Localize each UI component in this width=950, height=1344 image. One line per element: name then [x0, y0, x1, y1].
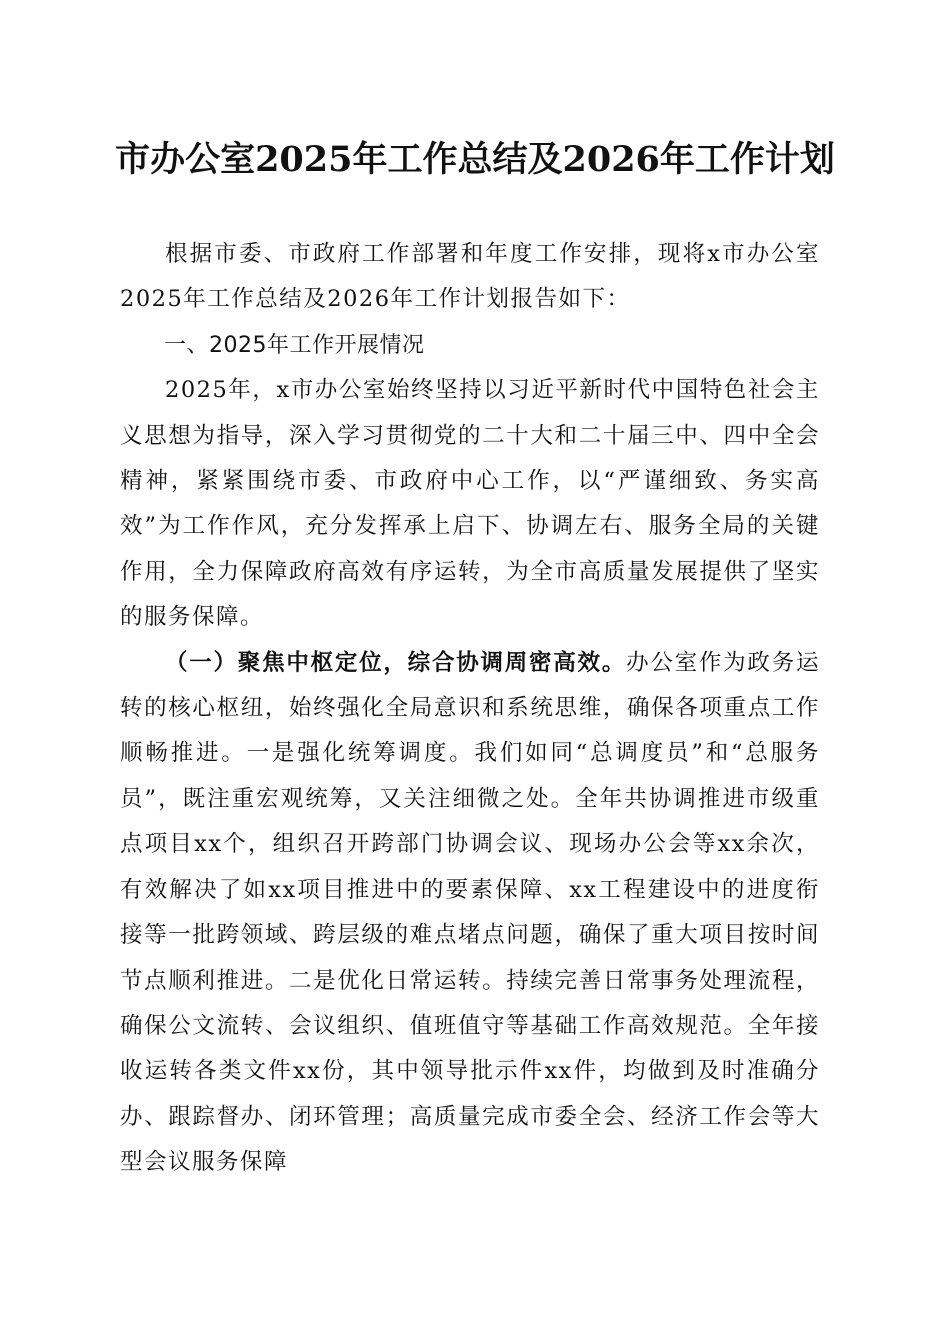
subsection-body: 办公室作为政务运转的核心枢纽，始终强化全局意识和系统思维，确保各项重点工作顺畅推进。一是强化统筹调度。我们如同“总调度员”和“总服务员”，既注重宏观统筹，又关注细微之处。全年共协调推进市级重点项目xx个，组织召开跨部门协调会议、现场办公会等xx余次，有效解决了如xx项目推进中的要素保障、xx工程建设中的进度衔接等一批跨领域、跨层级的难点堵点问题，确保了重大项目按时间节点顺利推进。二是优化日常运转。持续完善日常事务处理流程，确保公文流转、会议组织、值班值守等基础工作高效规范。全年接收运转各类文件xx份，其中领导批示件xx件，均做到及时准确分办、跟踪督办、闭环管理；高质量完成市委全会、经济工作会等大型会议服务保障 [120, 649, 820, 1176]
document-body [120, 232, 820, 1186]
subsection-paragraph [120, 641, 820, 1186]
section-paragraph: 2025年，x市办公室始终坚持以习近平新时代中国特色社会主义思想为指导，深入学习贯彻党的二十大和二十届三中、四中全会精神，紧紧围绕市委、市政府中心工作，以“严谨细致、务实高效”为工作作风，充分发挥承上启下、协调左右、服务全局的关键作用，全力保障政府高效有序运转，为全市高质量发展提供了坚实的服务保障。 [120, 377, 820, 631]
document-title: 市办公室2025年工作总结及2026年工作计划 [115, 139, 835, 180]
intro-paragraph: 根据市委、市政府工作部署和年度工作安排，现将x市办公室2025年工作总结及2026年工作计划报告如下： [120, 241, 820, 313]
section-heading: 一、2025年工作开展情况 [164, 332, 425, 358]
subsection-heading: （一）聚焦中枢定位，综合协调周密高效。 [165, 649, 627, 676]
